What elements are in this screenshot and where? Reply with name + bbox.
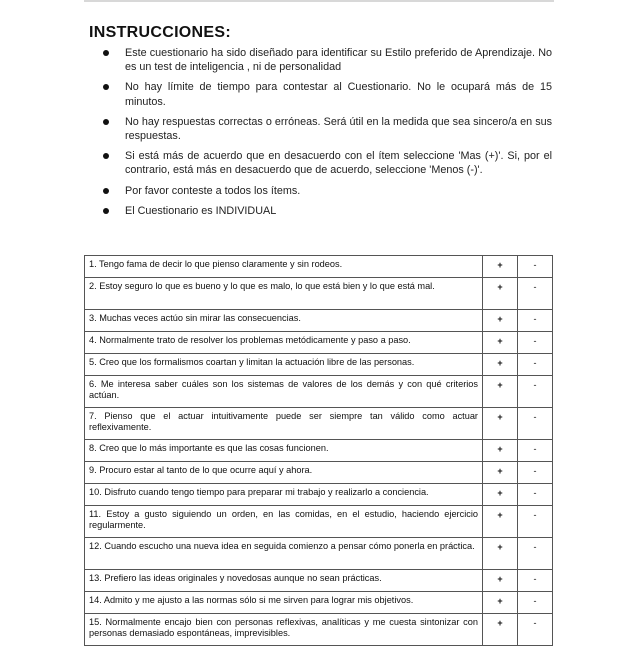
plus-option[interactable]: + (483, 354, 518, 376)
question-row (85, 376, 553, 408)
plus-option[interactable]: + (483, 332, 518, 354)
plus-option[interactable]: + (483, 376, 518, 408)
question-text: 15. Normalmente encajo bien con personas reflexivas, analíticas y me cuesta sintonizar con personas demasiado espontáneas, imprevisibles. (85, 614, 483, 646)
minus-option[interactable]: - (518, 408, 553, 440)
question-row (85, 538, 553, 570)
question-row (85, 278, 553, 310)
question-row (85, 256, 553, 278)
question-row (85, 332, 553, 354)
minus-option[interactable]: - (518, 278, 553, 310)
question-text: 14. Admito y me ajusto a las normas sólo si me sirven para lograr mis objetivos. (85, 592, 483, 614)
instruction-item: No hay respuestas correctas o erróneas. Será útil en la medida que sea sincero/a en sus respuestas. (96, 115, 552, 143)
question-text: 6. Me interesa saber cuáles son los sistemas de valores de los demás y con qué criterios actúan. (85, 376, 483, 408)
question-row (85, 614, 553, 646)
plus-option[interactable]: + (483, 506, 518, 538)
question-row (85, 506, 553, 538)
plus-option[interactable]: + (483, 256, 518, 278)
minus-option[interactable]: - (518, 256, 553, 278)
minus-option[interactable]: - (518, 332, 553, 354)
plus-option[interactable]: + (483, 614, 518, 646)
question-row (85, 484, 553, 506)
instruction-item: No hay límite de tiempo para contestar al Cuestionario. No le ocupará más de 15 minutos. (96, 80, 552, 108)
plus-option[interactable]: + (483, 310, 518, 332)
instruction-item: Este cuestionario ha sido diseñado para identificar su Estilo preferido de Aprendizaje. No es un test de inteligencia , ni de personalidad (96, 46, 552, 74)
minus-option[interactable]: - (518, 506, 553, 538)
question-text: 1. Tengo fama de decir lo que pienso claramente y sin rodeos. (85, 256, 483, 278)
question-text: 7. Pienso que el actuar intuitivamente puede ser siempre tan válido como actuar reflexivamente. (85, 408, 483, 440)
minus-option[interactable]: - (518, 310, 553, 332)
plus-option[interactable]: + (483, 592, 518, 614)
top-divider (84, 0, 554, 2)
instructions-list (96, 46, 552, 224)
question-text: 4. Normalmente trato de resolver los problemas metódicamente y paso a paso. (85, 332, 483, 354)
plus-option[interactable]: + (483, 440, 518, 462)
plus-option[interactable]: + (483, 408, 518, 440)
question-row (85, 310, 553, 332)
plus-option[interactable]: + (483, 278, 518, 310)
plus-option[interactable]: + (483, 484, 518, 506)
instruction-item: Por favor conteste a todos los ítems. (96, 184, 552, 198)
questionnaire-table (84, 255, 553, 646)
plus-option[interactable]: + (483, 570, 518, 592)
instruction-item: El Cuestionario es INDIVIDUAL (96, 204, 552, 218)
question-text: 2. Estoy seguro lo que es bueno y lo que es malo, lo que está bien y lo que está mal. (85, 278, 483, 310)
instructions-heading: INSTRUCCIONES: (89, 24, 231, 41)
minus-option[interactable]: - (518, 440, 553, 462)
minus-option[interactable]: - (518, 484, 553, 506)
plus-option[interactable]: + (483, 538, 518, 570)
question-text: 11. Estoy a gusto siguiendo un orden, en las comidas, en el estudio, haciendo ejercicio regularmente. (85, 506, 483, 538)
minus-option[interactable]: - (518, 570, 553, 592)
minus-option[interactable]: - (518, 354, 553, 376)
question-text: 9. Procuro estar al tanto de lo que ocurre aquí y ahora. (85, 462, 483, 484)
question-row (85, 354, 553, 376)
question-text: 8. Creo que lo más importante es que las cosas funcionen. (85, 440, 483, 462)
minus-option[interactable]: - (518, 614, 553, 646)
question-text: 13. Prefiero las ideas originales y novedosas aunque no sean prácticas. (85, 570, 483, 592)
question-text: 12. Cuando escucho una nueva idea en seguida comienzo a pensar cómo ponerla en práctica. (85, 538, 483, 570)
question-row (85, 462, 553, 484)
question-row (85, 440, 553, 462)
question-row (85, 570, 553, 592)
minus-option[interactable]: - (518, 538, 553, 570)
question-text: 3. Muchas veces actúo sin mirar las consecuencias. (85, 310, 483, 332)
minus-option[interactable]: - (518, 462, 553, 484)
question-row (85, 408, 553, 440)
instruction-item: Si está más de acuerdo que en desacuerdo con el ítem seleccione 'Mas (+)'. Si, por el contrario, está más en desacuerdo que de acuerdo, seleccione 'Menos (-)'. (96, 149, 552, 177)
question-text: 5. Creo que los formalismos coartan y limitan la actuación libre de las personas. (85, 354, 483, 376)
minus-option[interactable]: - (518, 592, 553, 614)
question-text: 10. Disfruto cuando tengo tiempo para preparar mi trabajo y realizarlo a conciencia. (85, 484, 483, 506)
minus-option[interactable]: - (518, 376, 553, 408)
question-row (85, 592, 553, 614)
plus-option[interactable]: + (483, 462, 518, 484)
